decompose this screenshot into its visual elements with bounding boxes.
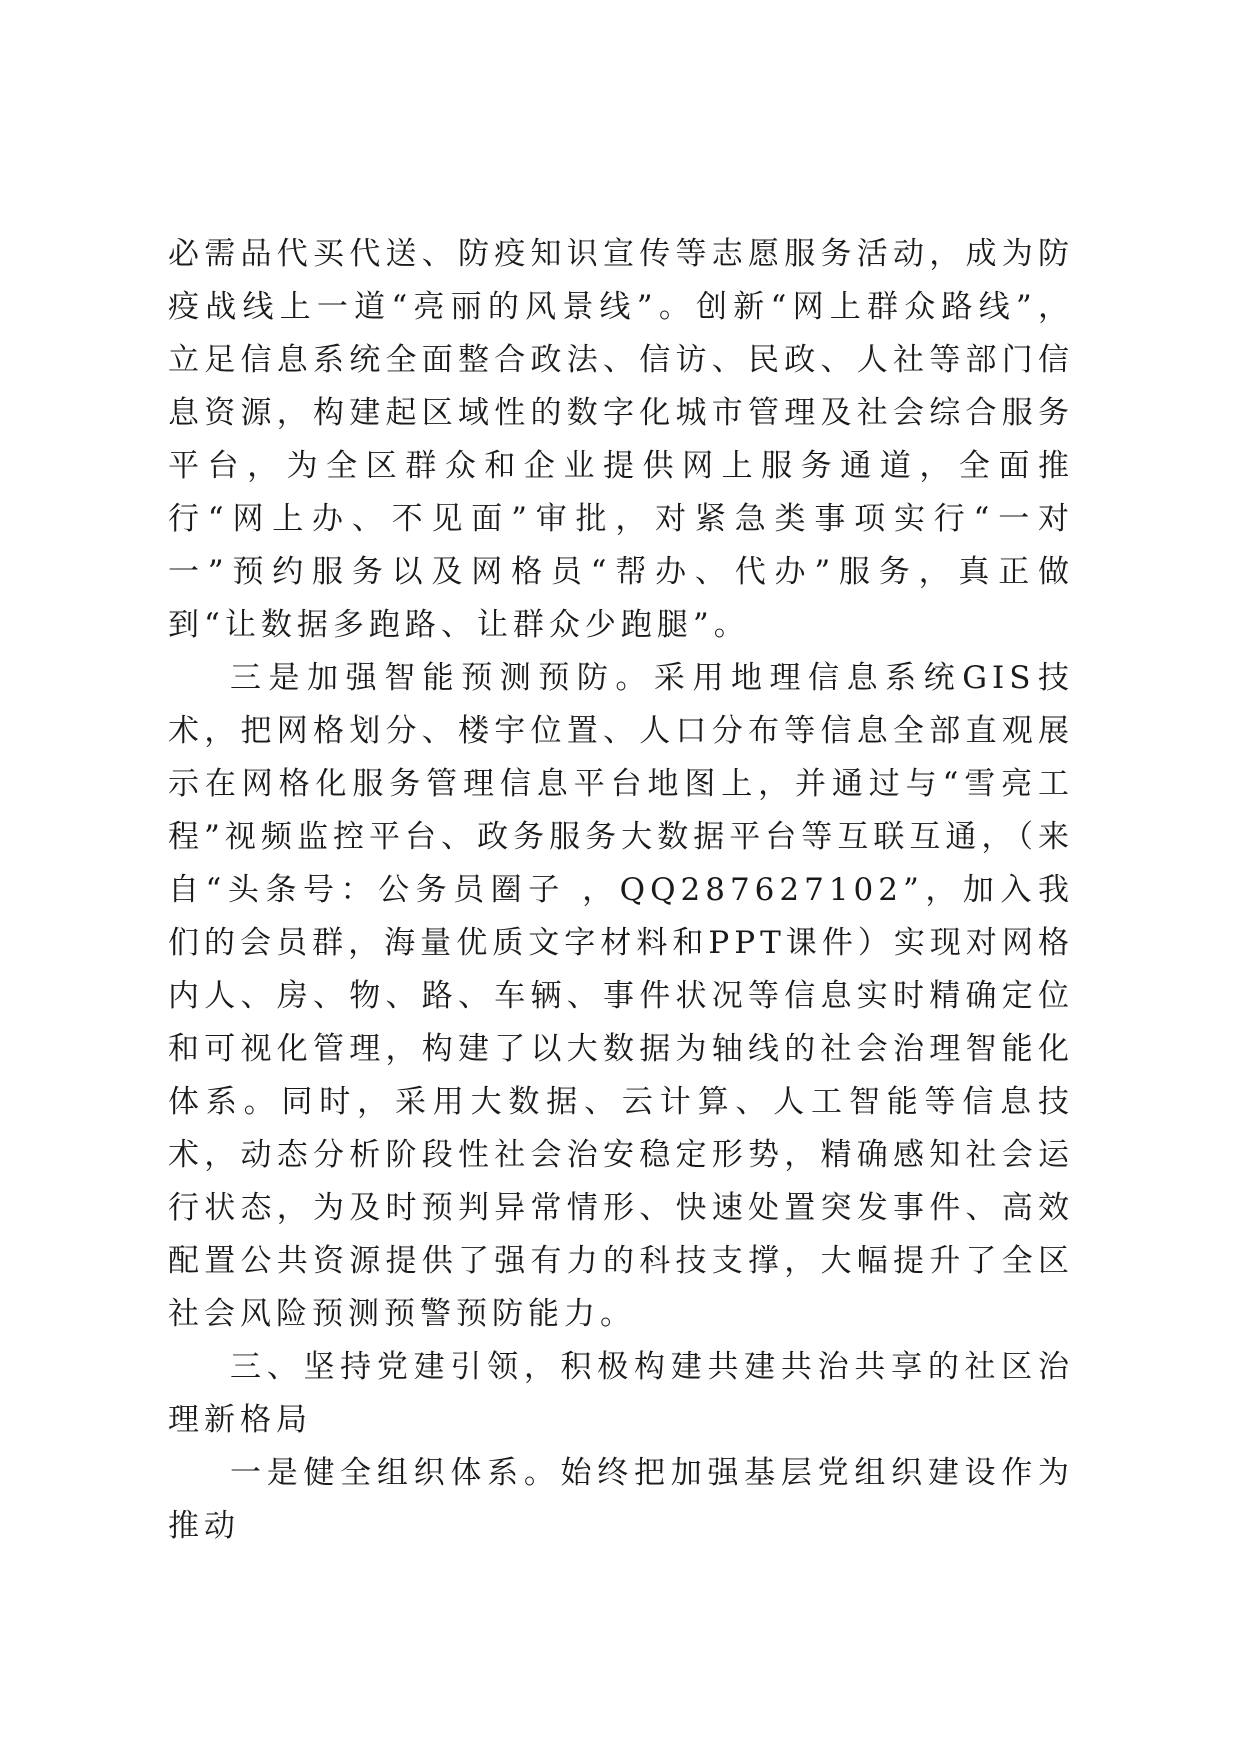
section-heading: 三、坚持党建引领，积极构建共建共治共享的社区治理新格局 (168, 1349, 1074, 1438)
paragraph-organization-system: 一是健全组织体系。始终把加强基层党组织建设作为推动 (168, 1455, 1074, 1544)
paragraph-continuation: 必需品代买代送、防疫知识宣传等志愿服务活动，成为防疫战线上一道“亮丽的风景线”。创新“网上群众路线”，立足信息系统全面整合政法、信访、民政、人社等部门信息资源，构建起区域性的数字化城市管理及社会综合服务平台，为全区群众和企业提供网上服务通道，全面推行“网上办、不见面”审批，对紧急类事项实行“一对一”预约服务以及网格员“帮办、代办”服务，真正做到“让数据多跑路、让群众少跑腿”。 (168, 236, 1074, 643)
paragraph-smart-prediction: 三是加强智能预测预防。采用地理信息系统GIS技术，把网格划分、楼宇位置、人口分布等信息全部直观展示在网格化服务管理信息平台地图上，并通过与“雪亮工程”视频监控平台、政务服务大数据平台等互联互通，（来自“头条号：公务员圈子 ，QQ287627102”，加入我们的会员群，海量优质文字材料和PPT课件）实现对网格内人、房、物、路、车辆、事件状况等信息实时精确定位和可视化管理，构建了以大数据为轴线的社会治理智能化体系。同时，采用大数据、云计算、人工智能等信息技术，动态分析阶段性社会治安稳定形势，精确感知社会运行状态，为及时预判异常情形、快速处置突发事件、高效配置公共资源提供了强有力的科技支撑，大幅提升了全区社会风险预测预警预防能力。 (168, 660, 1074, 1332)
document-body (168, 228, 1074, 1553)
